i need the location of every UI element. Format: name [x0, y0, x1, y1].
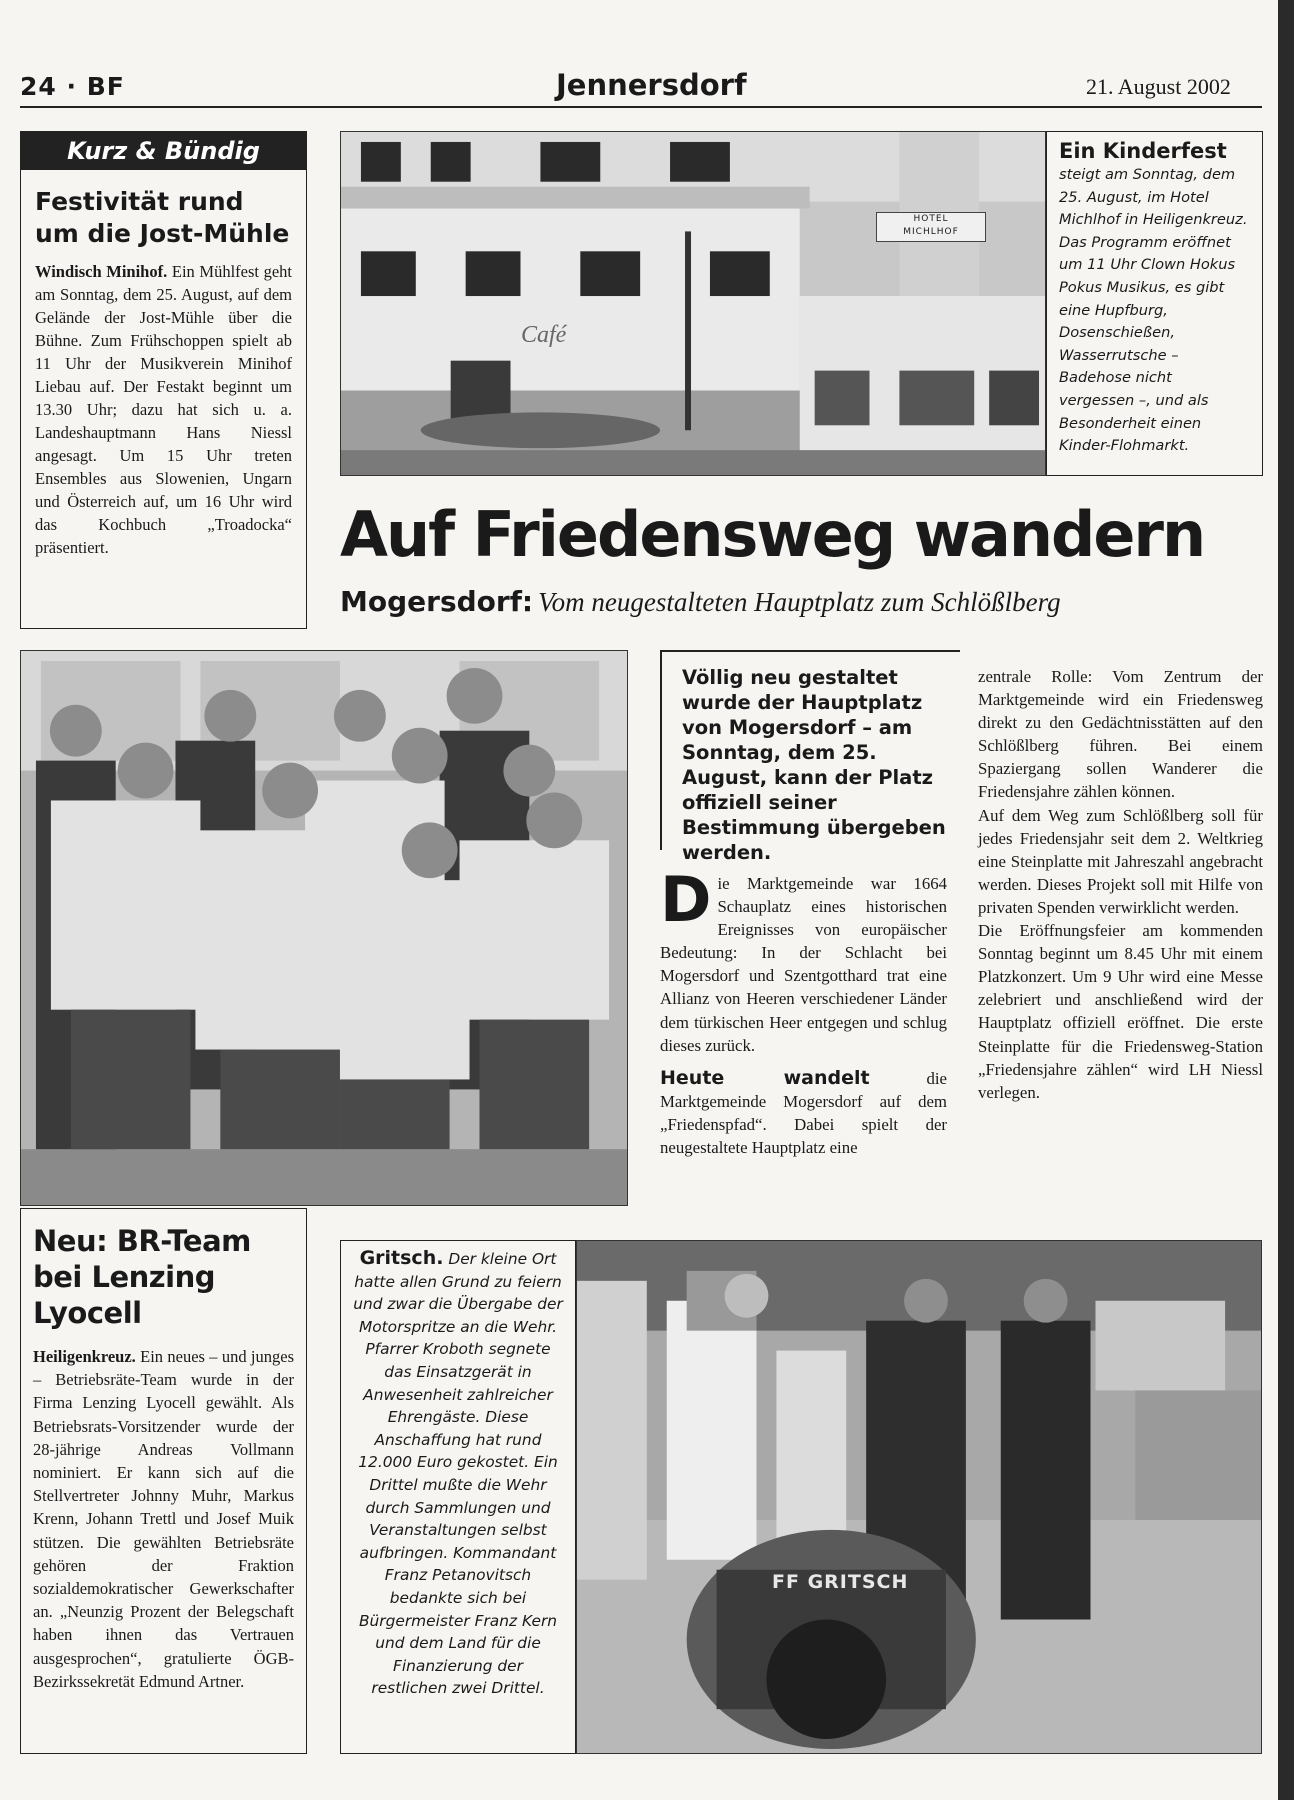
dropcap: D [660, 863, 712, 936]
col2-para1: zentrale Rolle: Vom Zentrum der Marktgemeinde wird ein Friedensweg direkt zu den Gedächtnisstätten auf den Schlößlberg führen. Bei einem Spaziergang sollen Wanderer die Friedensjahre zählen können. [978, 667, 1263, 802]
article-para1 [660, 863, 947, 1057]
page-label: 24 · BF [20, 72, 125, 101]
article-para1-text: ie Marktgemeinde war 1664 Schauplatz eines historischen Ereignisses von europäischer Bedeutung: In der Schlacht bei Mogersdorf und Szentgotthard trat eine Allianz von Heeren verschiedener Länder dem türkischen Heer entgegen und schlug dieses zurück. [660, 874, 947, 1055]
group-photo [20, 650, 628, 1206]
subhead-kicker: Mogersdorf: [340, 585, 534, 618]
section-title: Jennersdorf [556, 68, 747, 102]
kurz-banner: Kurz & Bündig [21, 132, 306, 170]
br-team-lead: Heiligenkreuz. [33, 1347, 136, 1366]
lead-rule-top [660, 650, 960, 652]
gritsch-lead: Gritsch. [359, 1247, 444, 1269]
kinderfest-title: Ein Kinderfest [1059, 139, 1227, 163]
kurz-text: Ein Mühlfest geht am Sonntag, dem 25. August, auf dem Gelände der Jost-Mühle über die Bühne. Zum Frühschoppen spielt ab 11 Uhr der Musikverein Minihof Liebau auf. Der Festakt beginnt um 13.30 Uhr; dazu hat sich u. a. Landeshauptmann Hans Niessl angesagt. Um 15 Uhr treten Ensembles aus Slowenien, Ungarn und Österreich auf, um 16 Uhr wird das Kochbuch „Troadocka“ präsentiert. [35, 262, 293, 557]
hotel-photo [340, 131, 1046, 476]
gritsch-text: Der kleine Ort hatte allen Grund zu feiern und zwar die Übergabe der Motorspritze an die Wehr. Pfarrer Kroboth segnete das Einsatzgerät in Anwesenheit zahlreicher Ehrengäste. Diese Anschaffung hat rund 12.000 Euro gekostet. Ein Drittel mußte die Wehr durch Sammlungen und Veranstaltungen selbst aufbringen. Kommandant Franz Petanovitsch bedankte sich bei Bürgermeister Franz Kern und dem Land für die Finanzierung der restlichen zwei Drittel. [353, 1250, 563, 1698]
br-team-text: Ein neues – und junges – Betriebsräte-Team wurde in der Firma Lenzing Lyocell gewählt. Als Betriebsrats-Vorsitzender wurde der 28-jährige Andreas Vollmann nominiert. Er kann sich auf die Stellvertreter Johnny Muhr, Markus Krenn, Johann Trettl und Josef Muik stützen. Die gewählten Betriebsräte gehören der Fraktion sozialdemokratischer Gewerkschafter an. „Neunzig Prozent der Belegschaft haben ihnen das Vertrauen ausgesprochen“, gratulierte ÖGB-Bezirkssekretät Edmund Artner. [33, 1347, 295, 1691]
main-headline: Auf Friedensweg wandern [340, 498, 1205, 571]
gritsch-caption [353, 1247, 563, 1700]
hotel-sign-line2: MICHLHOF [903, 227, 959, 237]
subheadline [340, 585, 1260, 618]
br-team-title: Neu: BR-Team bei Lenzing Lyocell [33, 1224, 251, 1330]
article-para2-text: die Marktgemeinde Mogersdorf auf dem „Friedenspfad“. Dabei spielt der neugestaltete Hauptplatz eine [660, 1068, 947, 1158]
col2-para2: Auf dem Weg zum Schlößlberg soll für jedes Friedensjahr seit dem 2. Weltkrieg eine Steinplatte mit Jahreszahl angebracht werden. Dieses Projekt soll mit Hilfe von privaten Spenden verwirklicht werden. [978, 805, 1263, 917]
subhead-text: Vom neugestalteten Hauptplatz zum Schlößlberg [538, 587, 1061, 617]
gritsch-photo [576, 1240, 1262, 1754]
br-team-body [33, 1345, 294, 1693]
col2-para3: Die Eröffnungsfeier am kommenden Sonntag beginnt um 8.45 Uhr mit einem Platzkonzert. Um 9 Uhr wird eine Messe zelebriert und anschließend wird der Hauptplatz offiziell eröffnet. Die erste Steinplatte für die Friedensweg-Station „Friedensjahre zählen“ wird LH Niessl verlegen. [978, 921, 1263, 1102]
kinderfest-box [1046, 131, 1263, 476]
kurz-lead: Windisch Minihof. [35, 262, 168, 281]
kurz-title: Festivität rund um die Jost-Mühle [35, 187, 290, 248]
kurz-buendig-box [20, 131, 307, 629]
lead-rule-left [660, 650, 662, 850]
article-col2 [978, 665, 1263, 1104]
kinderfest-body: steigt am Sonntag, dem 25. August, im Hotel Michlhof in Heiligenkreuz. Das Programm eröffnet um 11 Uhr Clown Hokus Pokus Musikus, es gibt eine Hupfburg, Dosenschießen, Wasserrutsche – Badehose nicht vergessen –, und als Besonderheit einen Kinder-Flohmarkt. [1059, 166, 1248, 455]
hotel-sign-line1: HOTEL [913, 214, 949, 224]
header-rule [20, 106, 1262, 108]
page-edge [1278, 0, 1294, 1800]
gritsch-box [340, 1240, 576, 1754]
pump-label: FF GRITSCH [772, 1571, 909, 1593]
lead-paragraph: Völlig neu gestaltet wurde der Hauptplatz von Mogersdorf – am Sonntag, dem 25. August, kann der Platz offiziell seiner Bestimmung übergeben werden. [682, 666, 946, 864]
issue-date: 21. August 2002 [1086, 74, 1231, 99]
br-team-box [20, 1208, 307, 1754]
cafe-sign: Café [521, 322, 567, 348]
article-para2 [660, 1067, 947, 1159]
article-col1 [660, 863, 947, 1159]
hotel-sign [876, 212, 986, 242]
kurz-body [35, 260, 292, 559]
sub-lead: Heute wandelt [660, 1066, 870, 1089]
